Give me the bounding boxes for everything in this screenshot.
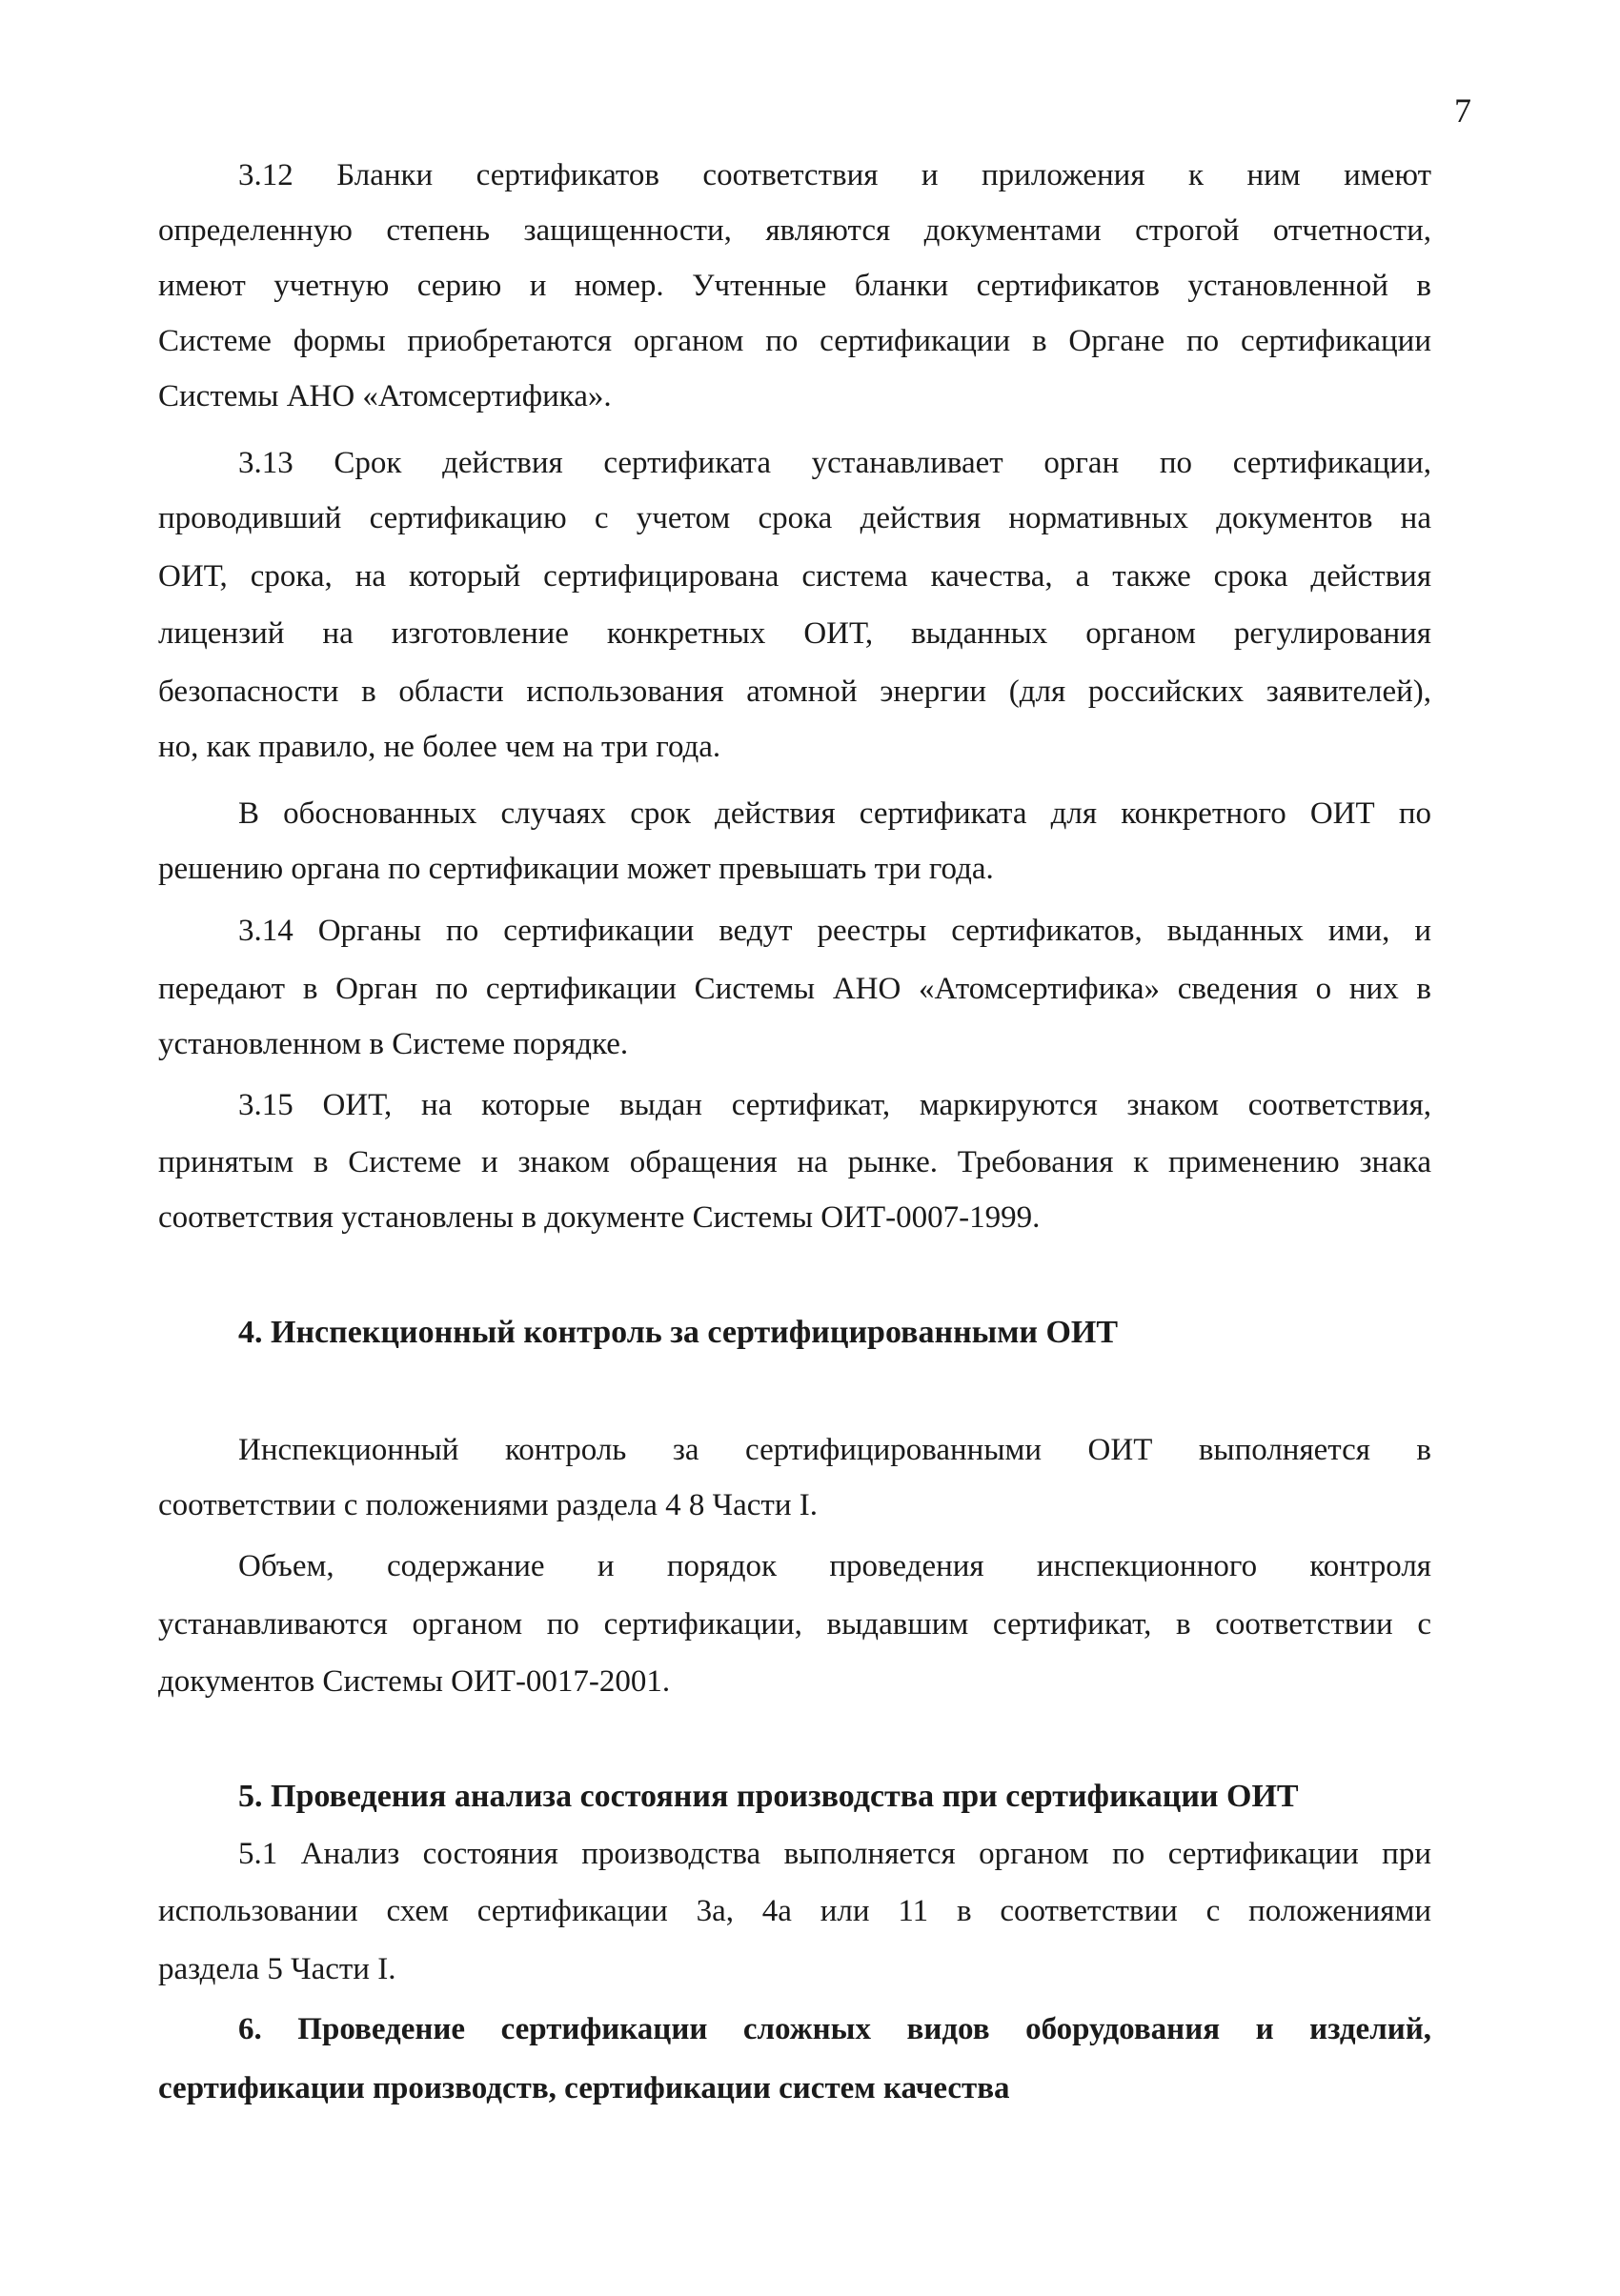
text-line: использовании схем сертификации 3а, 4а или 11 в соответствии с положениями <box>158 1894 1431 1928</box>
text-line: Системе формы приобретаются органом по сертификации в Органе по сертификации <box>158 324 1431 358</box>
text-line: 3.14 Органы по сертификации ведут реестры сертификатов, выданных ими, и <box>238 914 1431 948</box>
text-line: 3.15 ОИТ, на которые выдан сертификат, маркируются знаком соответствия, <box>238 1088 1431 1122</box>
text-line: 3.13 Срок действия сертификата устанавливает орган по сертификации, <box>238 446 1431 480</box>
section-5-heading: 5. Проведения анализа состояния производства при сертификации ОИТ <box>238 1779 1299 1814</box>
text-line: устанавливаются органом по сертификации, выдавшим сертификат, в соответствии с <box>158 1607 1431 1641</box>
text-line: установленном в Системе порядке. <box>158 1027 629 1061</box>
section-4-heading: 4. Инспекционный контроль за сертифицированными ОИТ <box>238 1315 1119 1350</box>
text-line: передают в Орган по сертификации Системы АНО «Атомсертифика» сведения о них в <box>158 972 1431 1006</box>
text-line: лицензий на изготовление конкретных ОИТ, выданных органом регулирования <box>158 616 1431 651</box>
text-line: Объем, содержание и порядок проведения инспекционного контроля <box>238 1549 1431 1583</box>
text-line: проводивший сертификацию с учетом срока действия нормативных документов на <box>158 501 1431 535</box>
text-line: определенную степень защищенности, являются документами строгой отчетности, <box>158 213 1431 248</box>
text-line: Системы АНО «Атомсертифика». <box>158 379 612 413</box>
text-line: документов Системы ОИТ-0017-2001. <box>158 1664 671 1699</box>
page-number: 7 <box>1454 91 1471 130</box>
text-line: сертификации производств, сертификации систем качества <box>158 2071 1010 2105</box>
text-line: 6. Проведение сертификации сложных видов оборудования и изделий, <box>238 2012 1431 2046</box>
text-line: 5.1 Анализ состояния производства выполняется органом по сертификации при <box>238 1837 1431 1871</box>
text-line: ОИТ, срока, на который сертифицирована система качества, а также срока действия <box>158 559 1431 594</box>
text-line: но, как правило, не более чем на три года. <box>158 730 721 764</box>
text-line: имеют учетную серию и номер. Учтенные бланки сертификатов установленной в <box>158 269 1431 303</box>
text-line: соответствия установлены в документе Системы ОИТ-0007-1999. <box>158 1200 1041 1235</box>
text-line: В обоснованных случаях срок действия сертификата для конкретного ОИТ по <box>238 796 1431 831</box>
text-line: решению органа по сертификации может превышать три года. <box>158 852 994 886</box>
text-line: 3.12 Бланки сертификатов соответствия и приложения к ним имеют <box>238 158 1431 192</box>
text-line: Инспекционный контроль за сертифицированными ОИТ выполняется в <box>238 1433 1431 1467</box>
text-line: принятым в Системе и знаком обращения на рынке. Требования к применению знака <box>158 1145 1431 1179</box>
text-line: раздела 5 Части I. <box>158 1952 396 1986</box>
text-line: безопасности в области использования атомной энергии (для российских заявителей), <box>158 675 1431 709</box>
text-line: соответствии с положениями раздела 4 8 Части I. <box>158 1488 818 1522</box>
